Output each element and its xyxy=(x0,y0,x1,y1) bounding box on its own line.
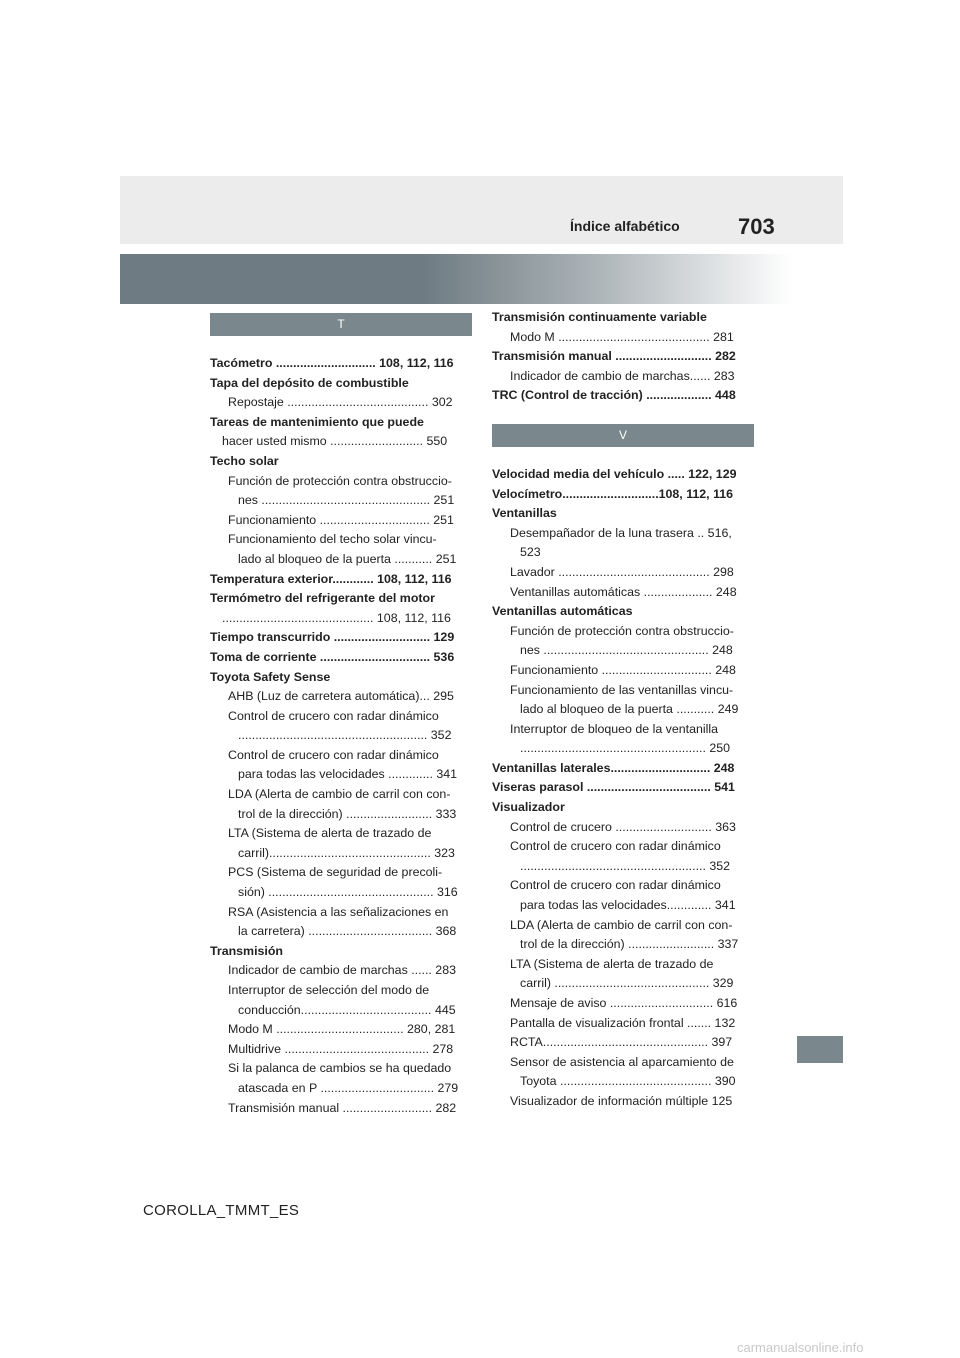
index-subentry: Función de protección contra obstruccio- xyxy=(228,473,452,488)
index-subentry: lado al bloqueo de la puerta ........... 249 xyxy=(520,702,739,717)
index-entry: Tapa del depósito de combustible xyxy=(210,375,409,390)
index-subentry: AHB (Luz de carretera automática)... 295 xyxy=(228,689,454,704)
index-entry: Ventanillas automáticas xyxy=(492,604,633,619)
index-entry: TRC (Control de tracción) ................... 448 xyxy=(492,388,736,403)
index-subentry: Repostaje ......................................... 302 xyxy=(228,395,453,410)
index-subentry: Control de crucero con radar dinámico xyxy=(510,839,721,854)
index-subentry: para todas las velocidades ............. 341 xyxy=(238,767,458,782)
index-subentry: LDA (Alerta de cambio de carril con con- xyxy=(510,917,733,932)
letter-heading-bar: T xyxy=(210,313,472,336)
header-band xyxy=(120,176,843,244)
index-subentry: Control de crucero con radar dinámico xyxy=(510,878,721,893)
index-subentry: Lavador ............................................ 298 xyxy=(510,564,734,579)
index-subentry: 523 xyxy=(520,545,541,560)
index-subentry: atascada en P ................................. 279 xyxy=(238,1080,459,1095)
index-subentry: Control de crucero ............................ 363 xyxy=(510,819,736,834)
index-subentry: Funcionamiento del techo solar vincu- xyxy=(228,532,437,547)
index-entry: Tacómetro ............................. 108, 112, 116 xyxy=(210,356,454,370)
index-subentry: Ventanillas automáticas .................... 248 xyxy=(510,584,737,599)
index-subentry: LDA (Alerta de cambio de carril con con- xyxy=(228,787,451,802)
index-subentry: conducción...................................... 445 xyxy=(238,1002,456,1017)
index-subentry: Sensor de asistencia al aparcamiento de xyxy=(510,1054,734,1069)
index-subentry: LTA (Sistema de alerta de trazado de xyxy=(228,826,432,841)
index-subentry: RCTA................................................ 397 xyxy=(510,1035,733,1050)
index-entry: hacer usted mismo ........................... 550 xyxy=(222,434,448,449)
index-subentry: Indicador de cambio de marchas ...... 283 xyxy=(228,963,456,978)
index-subentry: Función de protección contra obstruccio- xyxy=(510,623,734,638)
index-subentry: Visualizador de información múltiple 125 xyxy=(510,1093,733,1108)
index-subentry: LTA (Sistema de alerta de trazado de xyxy=(510,956,714,971)
index-subentry: ...................................................... 352 xyxy=(520,858,731,873)
index-entry: Toma de corriente ................................ 536 xyxy=(210,649,455,664)
index-subentry: trol de la dirección) ......................... 337 xyxy=(520,937,739,952)
index-column-left xyxy=(210,308,472,1118)
chapter-gradient-band xyxy=(120,254,792,304)
index-subentry: carril) ............................................. 329 xyxy=(520,976,734,991)
index-subentry: carril)............................................... 323 xyxy=(238,845,455,860)
index-subentry: sión) ................................................ 316 xyxy=(238,885,458,900)
index-subentry: Modo M ..................................... 280, 281 xyxy=(228,1022,456,1037)
index-subentry: Funcionamiento de las ventanillas vincu- xyxy=(510,682,734,697)
index-entry: Termómetro del refrigerante del motor xyxy=(210,591,435,606)
section-title: Índice alfabético xyxy=(570,218,680,234)
index-subentry: Modo M ............................................ 281 xyxy=(510,329,734,344)
index-subentry: ....................................................... 352 xyxy=(238,728,452,743)
index-subentry: RSA (Asistencia a las señalizaciones en xyxy=(228,904,449,919)
index-subentry: la carretera) .................................... 368 xyxy=(238,924,457,939)
index-subentry: nes ................................................ 248 xyxy=(520,643,733,658)
index-entry: Ventanillas xyxy=(492,506,557,521)
index-entry: Visualizador xyxy=(492,800,565,815)
index-subentry: Interruptor de bloqueo de la ventanilla xyxy=(510,721,719,736)
index-subentry: Control de crucero con radar dinámico xyxy=(228,747,439,762)
index-subentry: nes ................................................. 251 xyxy=(238,493,455,508)
index-subentry: para todas las velocidades............. 341 xyxy=(520,898,736,913)
index-subentry: Mensaje de aviso .............................. 616 xyxy=(510,996,738,1010)
index-subentry: Si la palanca de cambios se ha quedado xyxy=(228,1061,452,1076)
index-entry: Tareas de mantenimiento que puede xyxy=(210,414,424,429)
index-subentry: Funcionamiento ................................ 251 xyxy=(228,512,454,527)
index-entry: Temperatura exterior............ 108, 112, 116 xyxy=(210,571,452,586)
index-entry: Ventanillas laterales............................. 248 xyxy=(492,760,735,775)
index-entry: Techo solar xyxy=(210,453,279,468)
document-code: COROLLA_TMMT_ES xyxy=(143,1202,300,1219)
index-column-right xyxy=(492,308,754,1112)
letter-heading-bar: V xyxy=(492,424,754,447)
index-subentry: Interruptor de selección del modo de xyxy=(228,983,430,997)
index-entry: Toyota Safety Sense xyxy=(210,669,331,684)
index-subentry: Transmisión manual .......................... 282 xyxy=(228,1100,457,1115)
index-subentry: Control de crucero con radar dinámico xyxy=(228,708,439,723)
index-subentry: trol de la dirección) ......................... 333 xyxy=(238,806,457,821)
index-subentry: Toyota ............................................ 390 xyxy=(520,1074,736,1089)
index-entry: Transmisión xyxy=(210,943,283,958)
index-entry: Viseras parasol .................................... 541 xyxy=(492,780,735,795)
page-number: 703 xyxy=(738,214,775,239)
chapter-side-tab xyxy=(797,1036,843,1063)
watermark: carmanualsonline.info xyxy=(737,1340,864,1355)
index-entry: Transmisión continuamente variable xyxy=(492,310,707,324)
index-subentry: Desempañador de la luna trasera .. 516, xyxy=(510,525,732,540)
index-subentry: Multidrive .......................................... 278 xyxy=(228,1041,454,1056)
index-subentry: Pantalla de visualización frontal ....... 132 xyxy=(510,1015,736,1030)
index-subentry: Funcionamiento ................................ 248 xyxy=(510,662,736,677)
index-subentry: Indicador de cambio de marchas...... 283 xyxy=(510,368,735,383)
index-subentry: PCS (Sistema de seguridad de precoli- xyxy=(228,865,443,880)
index-entry: Velocímetro............................108, 112, 116 xyxy=(492,486,734,501)
index-subentry: lado al bloqueo de la puerta ........... 251 xyxy=(238,551,457,566)
index-subentry: ...................................................... 250 xyxy=(520,741,731,756)
index-entry: ............................................ 108, 112, 116 xyxy=(222,610,451,625)
index-entry: Transmisión manual ............................ 282 xyxy=(492,349,736,364)
index-entry: Tiempo transcurrido ............................ 129 xyxy=(210,630,455,645)
index-entry: Velocidad media del vehículo ..... 122, 129 xyxy=(492,466,737,481)
